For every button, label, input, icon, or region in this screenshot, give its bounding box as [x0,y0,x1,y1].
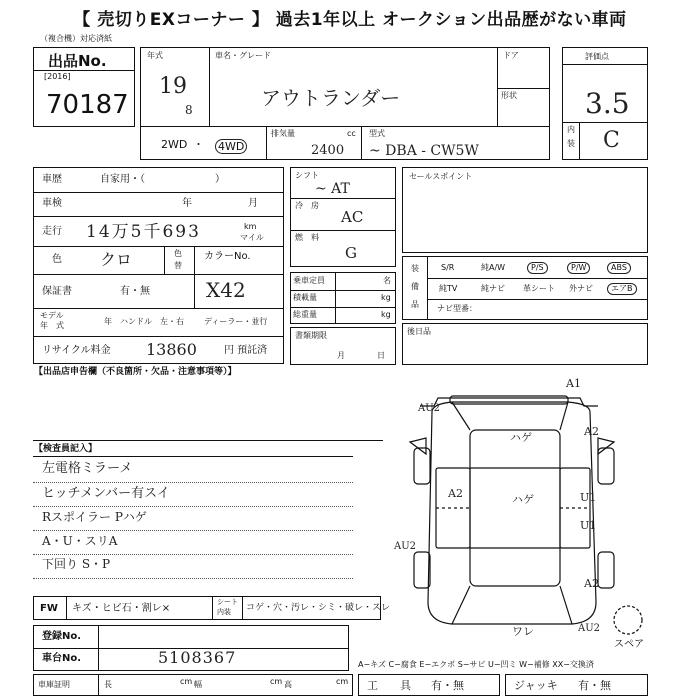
color-orig-1: 色 [174,249,182,258]
warranty-label: 保証書 [42,286,72,297]
myear-dealer: ディーラー・並行 [204,317,268,326]
myear-label-1: モデル [40,311,64,320]
model-label: 型式 [369,129,385,138]
fw-seat-value: コゲ・穴・汚レ・シミ・破レ・スレ [246,603,391,613]
displacement-unit: cc [347,129,356,138]
equip-ext-navi: 外ナビ [569,284,593,293]
jack-box [505,674,648,696]
dims-height: 高 [284,680,292,689]
diagram-spare: スペア [614,639,644,650]
dims-width-unit: cm [270,677,283,686]
recycle-label: リサイクル料金 [42,345,111,356]
diagram-mark-au2-bottom: AU2 [578,623,601,634]
diagram-mark-a2-left: A2 [448,487,463,500]
fuel-value: G [345,244,357,262]
after-entry-box [402,323,648,365]
drive-dot: ・ [193,138,204,151]
interior-label-2: 装 [567,139,575,148]
diagram-mark-u1-lower: U1 [580,519,597,532]
myear-handle: ハンドル 左・右 [120,317,184,326]
equipment-label-1: 装 [411,264,419,273]
equip-airbag: エアB [607,283,637,295]
docs-label: 書類期限 [295,331,327,340]
door-label: ドア [503,51,519,60]
capacity-label: 乗車定員 [293,276,325,285]
mileage-km: km [244,222,257,231]
diagram-mark-hage-top: ハゲ [510,431,532,444]
dims-width: 幅 [194,680,202,689]
drive-2wd: 2WD [161,138,188,151]
diagram-mark-ware: ワレ [512,625,534,638]
shape-label: 形状 [501,91,517,100]
dims-height-unit: cm [336,677,349,686]
fuel-label: 燃 料 [295,233,319,242]
lot-box [33,47,135,127]
fw-seat-label-2: 内装 [217,608,231,616]
lot-number: 70187 [46,90,129,120]
mileage-mile: マイル [240,233,264,242]
spec-box [290,167,396,267]
mileage-label: 走行 [42,226,62,237]
diagram-mark-au2-left: AU2 [394,541,417,552]
equip-abs: ABS [607,262,631,274]
equip-sr: S/R [441,263,455,272]
history-label: 車歴 [42,174,62,185]
dims-length: 長 [104,680,112,689]
sales-label: セールスポイント [409,172,473,181]
displacement-label: 排気量 [271,129,295,138]
capacity-box [290,272,396,324]
recycle-unit: 円 預託済 [224,345,268,356]
diagram-mark-au2-top: AU2 [418,403,441,414]
info-box [33,167,284,364]
myear-year: 年 [104,317,112,326]
color-code-value: X42 [206,278,246,302]
score-label: 評価点 [585,52,609,61]
weight-unit: kg [381,310,391,319]
ac-value: AC [341,208,364,226]
docs-month: 月 [337,351,345,360]
registration-box [33,625,349,671]
lot-label: 出品No. [48,52,107,70]
name-label: 車名・グレード [215,51,271,60]
tools-box [358,674,500,696]
color-label: 色 [52,254,62,265]
banner-title: 【 売切りEXコーナー 】 過去1年以上 オークション出品歴がない車両 [73,9,627,30]
equip-navi: 純ナビ [481,284,505,293]
myear-label-2: 年 式 [40,321,64,330]
equip-pw: P/W [567,262,590,274]
registration-label: 登録No. [42,631,82,642]
shift-label: シフト [295,171,319,180]
tools-label: 工 具 [367,679,411,692]
top-note: （複合機）対応済紙 [40,34,112,43]
fw-box [33,596,391,620]
load-unit: kg [381,293,391,302]
history-value: 自家用・（ ） [100,174,225,185]
inspector-note-5: 下回り S・P [42,557,111,571]
model-year-month: 8 [185,103,193,117]
equip-ps: P/S [527,262,548,274]
equip-leather: 革シート [523,284,555,293]
inspection-label: 車検 [42,198,62,209]
equipment-label-3: 品 [411,300,419,309]
equip-tv: 純TV [439,284,458,293]
docs-day: 日 [377,351,385,360]
inspection-year: 年 [182,198,192,209]
garage-box [33,674,353,696]
jack-label: ジャッキ [514,679,558,692]
warranty-value: 有・無 [120,286,150,297]
diagram-mark-u1-upper: U1 [580,491,597,504]
color-code-label: カラーNo. [204,251,251,262]
tools-value: 有・無 [431,679,464,692]
model-value: ~ DBA - CW5W [369,143,479,159]
equip-aw: 純A/W [481,263,506,272]
diagram-mark-a1: A1 [566,377,581,390]
chassis-label: 車台No. [42,653,82,664]
weight-label: 総重量 [293,310,317,319]
diagram-mark-hage-mid: ハゲ [512,493,534,506]
capacity-unit: 名 [383,276,391,285]
equip-navi-model: ナビ型番： [437,304,477,313]
diagram-mark-a2-bottom: A2 [584,577,599,590]
fw-value: キズ・ヒビ石・割レ× [72,603,171,614]
mileage-value: 14万5千693 [86,222,201,242]
load-label: 積載量 [293,293,317,302]
jack-value: 有・無 [578,679,611,692]
fw-seat-label-1: シート [217,598,238,606]
dims-label: 車庫証明 [38,680,70,689]
inspector-note-2: ヒッチメンバー有スイ [42,486,170,501]
ac-label: 冷 房 [295,201,319,210]
dims-length-unit: cm [180,677,193,686]
inspection-month: 月 [248,198,258,209]
drive-4wd: 4WD [215,139,247,154]
fw-label: FW [40,603,58,614]
inspector-label: 【検査員記入】 [34,444,98,454]
damage-legend: A−キズ C−腐食 E−エクボ S−サビ U−凹ミ W−補修 XX−交換済 [358,660,594,669]
diagram-mark-a2-right: A2 [584,425,599,438]
exhibitor-label: 【出品店申告欄（不良箇所・欠品・注意事項等）】 [34,367,237,377]
score-value: 3.5 [585,87,630,120]
inspector-note-1: 左電格ミラーメ [42,461,133,476]
displacement-value: 2400 [311,143,345,158]
color-orig-2: 替 [174,261,182,270]
docs-box [290,327,396,365]
recycle-value: 13860 [146,340,197,359]
equipment-box [402,256,648,320]
sales-box [402,167,648,253]
model-year-label: 年式 [147,51,163,60]
equipment-label-2: 備 [411,282,419,291]
inspector-note-4: A・U・スリA [42,534,118,548]
interior-label-1: 内 [567,125,575,134]
shift-value: ~ AT [315,181,350,197]
color-value: クロ [100,250,133,269]
chassis-value: 5108367 [158,648,237,667]
score-box [562,47,648,160]
vehicle-box [140,47,550,160]
interior-value: C [603,128,620,153]
lot-year: [2016] [44,72,71,81]
after-entry-label: 後日品 [407,327,431,336]
inspector-note-3: Rスポイラー Pハゲ [42,510,147,524]
model-year-value: 19 [159,74,187,99]
name-value: アウトランダー [261,86,401,110]
